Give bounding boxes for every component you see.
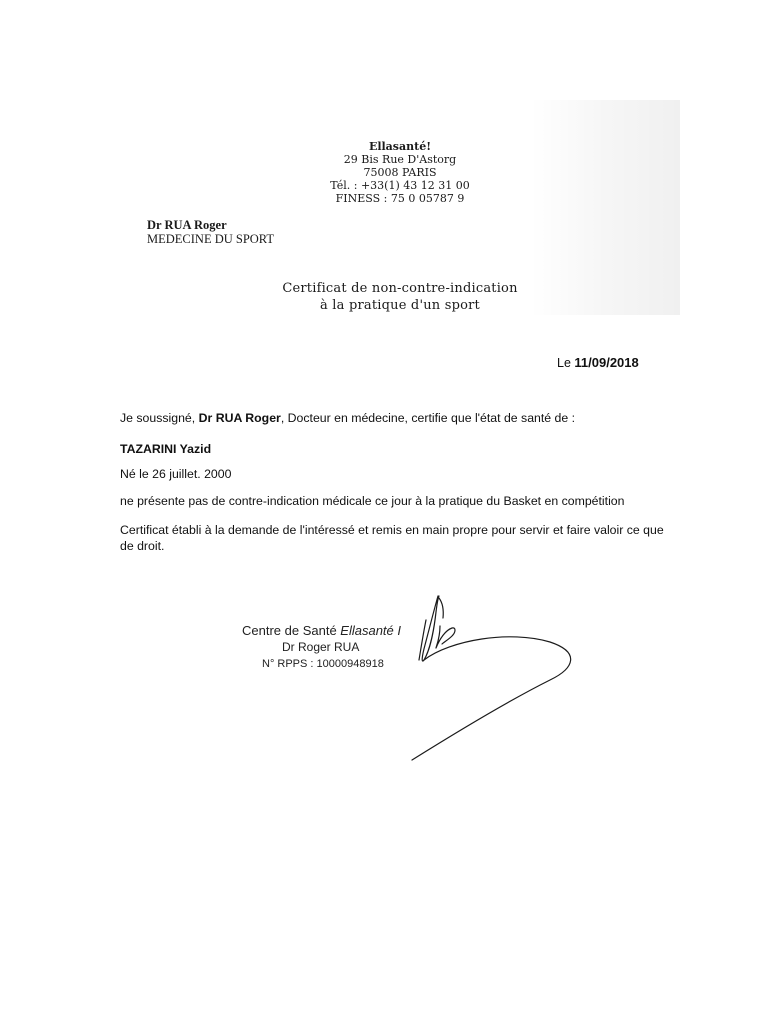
letterhead: [300, 140, 500, 205]
date-prefix: Le: [557, 356, 571, 370]
stamp-org: Ellasanté I: [340, 623, 401, 638]
doctor-block: [147, 219, 274, 246]
title-line-1: Certificat de non-contre-indication: [282, 281, 518, 296]
certification-prefix: Je soussigné,: [120, 411, 199, 425]
letterhead-city: 75008 PARIS: [363, 166, 437, 179]
certification-line: [120, 410, 680, 426]
stamp-rpps: N° RPPS : 10000948918: [262, 658, 384, 670]
doctor-name: Dr RUA Roger: [147, 218, 227, 232]
patient-birth: Né le 26 juillet. 2000: [120, 467, 232, 481]
stamp-prefix: Centre de Santé: [242, 623, 341, 638]
document-title: [240, 280, 560, 314]
title-line-2: à la pratique d'un sport: [320, 298, 480, 313]
letterhead-street: 29 Bis Rue D'Astorg: [343, 153, 457, 166]
letterhead-finess: FINESS : 75 0 05787 9: [335, 192, 465, 205]
stamp-doctor: Dr Roger RUA: [282, 640, 360, 654]
patient-name: TAZARINI Yazid: [120, 442, 212, 456]
medical-statement: ne présente pas de contre-indication médicale ce jour à la pratique du Basket en compétition: [120, 494, 625, 508]
date-line: [557, 355, 639, 370]
date-value: 11/09/2018: [574, 355, 639, 370]
doctor-specialty: MEDECINE DU SPORT: [147, 231, 275, 246]
letterhead-org: Ellasanté!: [368, 140, 432, 153]
certification-doctor: Dr RUA Roger: [198, 411, 281, 425]
closing-statement: Certificat établi à la demande de l'intéressé et remis en main propre pour servir et faire valoir ce que de droit.: [120, 523, 664, 553]
certification-suffix: , Docteur en médecine, certifie que l'état de santé de :: [280, 411, 576, 425]
letterhead-phone: Tél. : +33(1) 43 12 31 00: [330, 179, 470, 192]
handwritten-signature-icon: [390, 590, 590, 770]
